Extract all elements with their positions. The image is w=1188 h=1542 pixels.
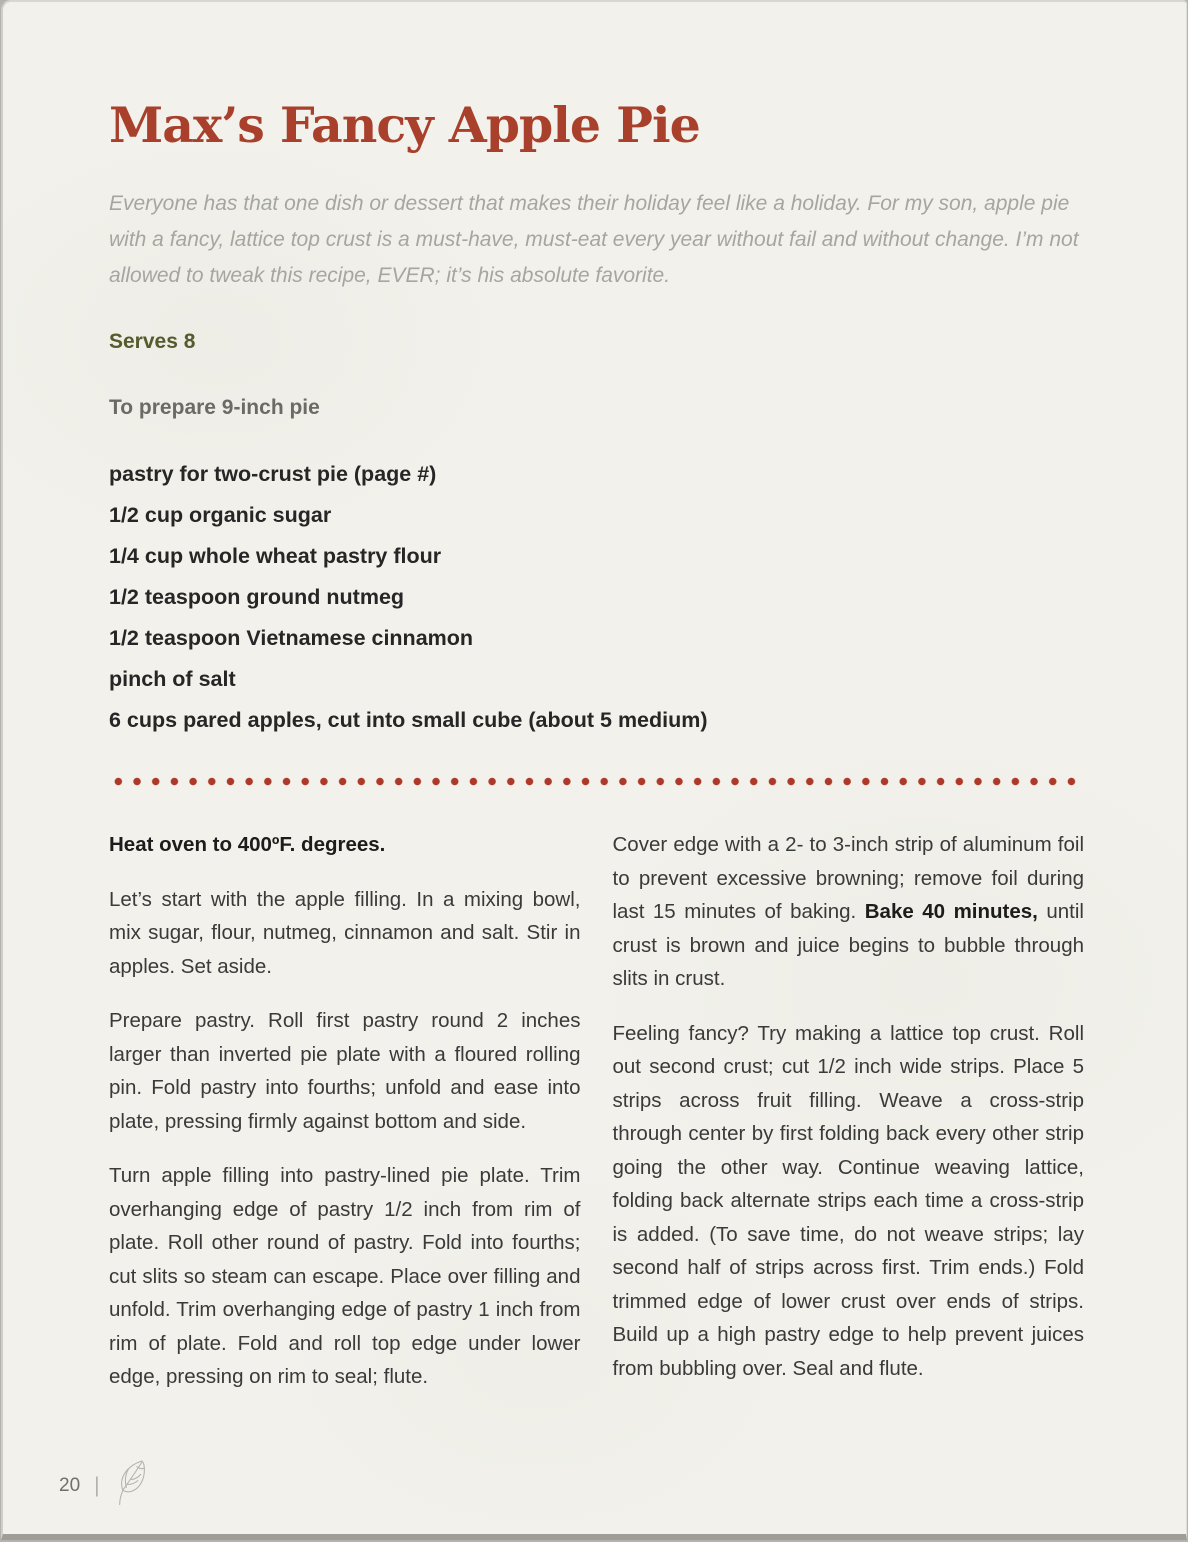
- footer-separator: |: [94, 1474, 100, 1497]
- instruction-paragraph: Feeling fancy? Try making a lattice top crust. Roll out second crust; cut 1/2 inch wide strips. Place 5 strips across fruit filling. Weave a cross-strip through center by first folding back every other strip going the other way. Continue weaving lattice, folding back alternate strips each time a cross-strip is added. (To save time, do not weave strips; lay second half of strips across first. Trim ends.) Fold trimmed edge of lower crust over ends of strips. Build up a high pastry edge to help prevent juices from bubbling over. Seal and flute.: [612, 1021, 1084, 1380]
- page-content: [3, 2, 1186, 1415]
- recipe-intro: Everyone has that one dish or dessert that makes their holiday feel like a holiday. For my son, apple pie with a fancy, lattice top crust is a must-have, must-eat every year without fail and without change. I’m not allowed to tweak this recipe, EVER; it’s his absolute favorite.: [109, 192, 1079, 287]
- page-title: Max’s Fancy Apple Pie: [109, 96, 700, 154]
- instruction-columns: [109, 828, 1084, 1415]
- page-number: 20: [59, 1475, 81, 1496]
- instruction-paragraph: Prepare pastry. Roll first pastry round 2 inches larger than inverted pie plate with a floured rolling pin. Fold pastry into fourths; unfold and ease into plate, pressing firmly against bottom and side.: [109, 1009, 581, 1133]
- instruction-paragraph: [613, 828, 1085, 996]
- paragraph-text: until crust is brown and juice begins to bubble through slits in crust.: [612, 900, 1084, 990]
- page-footer: [59, 1464, 158, 1508]
- right-column: [613, 828, 1085, 1415]
- leaf-icon: [112, 1458, 158, 1508]
- ingredient-item: 1/4 cup whole wheat pastry flour: [109, 544, 442, 568]
- ingredient-item: pinch of salt: [109, 667, 236, 691]
- dotted-divider: [109, 777, 1084, 786]
- ingredient-item: pastry for two-crust pie (page #): [109, 462, 437, 486]
- oven-heading: Heat oven to 400ºF. degrees.: [109, 833, 386, 856]
- ingredient-list: [109, 454, 1084, 741]
- ingredient-item: 1/2 cup organic sugar: [109, 503, 332, 527]
- instruction-paragraph: Turn apple filling into pastry-lined pie plate. Trim overhanging edge of pastry 1/2 inch from rim of plate. Roll other round of pastry. Fold into fourths; cut slits so steam can escape. Place over filling and unfold. Trim overhanging edge of pastry 1 inch from rim of plate. Fold and roll top edge under lower edge, pressing on rim to seal; flute.: [109, 1164, 581, 1388]
- bake-time-bold: Bake 40 minutes,: [864, 900, 1038, 923]
- ingredient-item: 1/2 teaspoon ground nutmeg: [109, 585, 405, 609]
- recipe-page: [1, 0, 1187, 1540]
- prep-heading: To prepare 9-inch pie: [109, 396, 320, 419]
- paragraph-text: Cover edge with a 2- to 3-inch strip of aluminum foil to prevent excessive browning; remove foil during last 15 minutes of baking.: [612, 833, 1084, 923]
- left-column: [109, 828, 581, 1415]
- instruction-paragraph: Let’s start with the apple filling. In a mixing bowl, mix sugar, flour, nutmeg, cinnamon and salt. Stir in apples. Set aside.: [109, 887, 581, 978]
- ingredient-item: 1/2 teaspoon Vietnamese cinnamon: [109, 626, 474, 650]
- ingredient-item: 6 cups pared apples, cut into small cube (about 5 medium): [109, 708, 708, 732]
- serves-label: Serves 8: [109, 330, 196, 353]
